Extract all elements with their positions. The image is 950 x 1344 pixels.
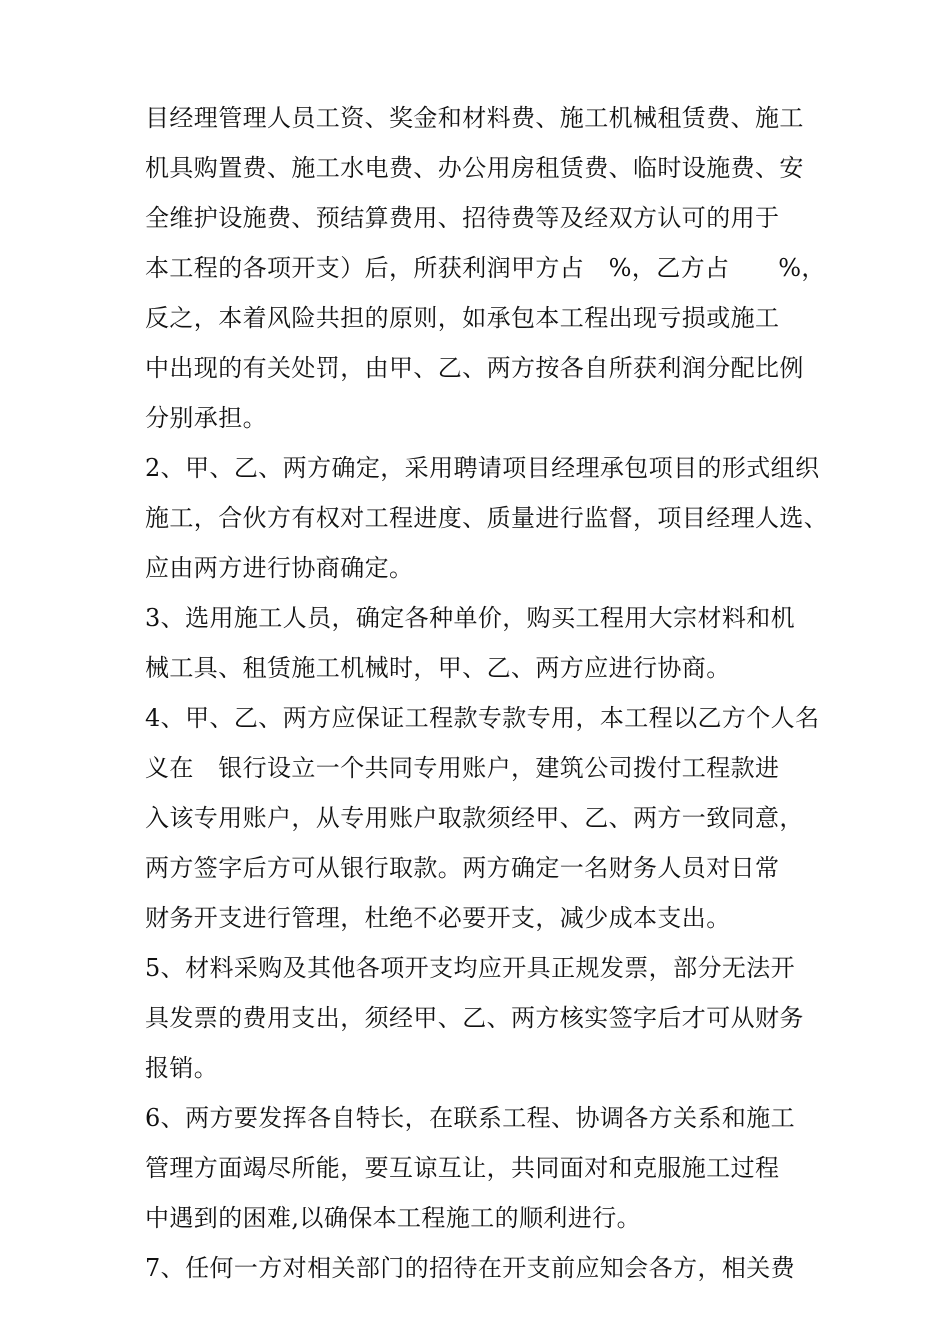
text-line: 报销。: [145, 1054, 219, 1082]
text-line: 分别承担。: [145, 404, 267, 432]
text-line: 6、两方要发挥各自特长，在联系工程、协调各方关系和施工: [145, 1104, 796, 1132]
text-line: 应由两方进行协商确定。: [145, 554, 414, 582]
text-line: 本工程的各项开支）后，所获利润甲方占 %，乙方占 %，: [145, 254, 826, 282]
text-line: 反之，本着风险共担的原则，如承包本工程出现亏损或施工: [145, 304, 780, 332]
text-line: 5、材料采购及其他各项开支均应开具正规发票，部分无法开: [145, 954, 796, 982]
text-line: 7、任何一方对相关部门的招待在开支前应知会各方，相关费: [145, 1254, 796, 1282]
text-line: 3、选用施工人员，确定各种单价，购买工程用大宗材料和机: [145, 604, 796, 632]
text-line: 目经理管理人员工资、奖金和材料费、施工机械租赁费、施工: [145, 104, 804, 132]
text-line: 财务开支进行管理，杜绝不必要开支，减少成本支出。: [145, 904, 731, 932]
text-line: 4、甲、乙、两方应保证工程款专款专用，本工程以乙方个人名: [145, 704, 820, 732]
text-line: 机具购置费、施工水电费、办公用房租赁费、临时设施费、安: [145, 154, 804, 182]
text-line: 施工，合伙方有权对工程进度、质量进行监督，项目经理人选、: [145, 504, 829, 532]
text-line: 义在 银行设立一个共同专用账户，建筑公司拨付工程款进: [145, 754, 780, 782]
text-line: 械工具、租赁施工机械时，甲、乙、两方应进行协商。: [145, 654, 731, 682]
text-line: 中遇到的困难,以确保本工程施工的顺利进行。: [145, 1204, 642, 1232]
text-line: 管理方面竭尽所能，要互谅互让，共同面对和克服施工过程: [145, 1154, 780, 1182]
text-line: 具发票的费用支出，须经甲、乙、两方核实签字后才可从财务: [145, 1004, 804, 1032]
text-line: 两方签字后方可从银行取款。两方确定一名财务人员对日常: [145, 854, 780, 882]
text-line: 全维护设施费、预结算费用、招待费等及经双方认可的用于: [145, 204, 780, 232]
text-line: 中出现的有关处罚，由甲、乙、两方按各自所获利润分配比例: [145, 354, 804, 382]
text-line: 入该专用账户，从专用账户取款须经甲、乙、两方一致同意，: [145, 804, 804, 832]
text-line: 2、甲、乙、两方确定，采用聘请项目经理承包项目的形式组织: [145, 454, 820, 482]
